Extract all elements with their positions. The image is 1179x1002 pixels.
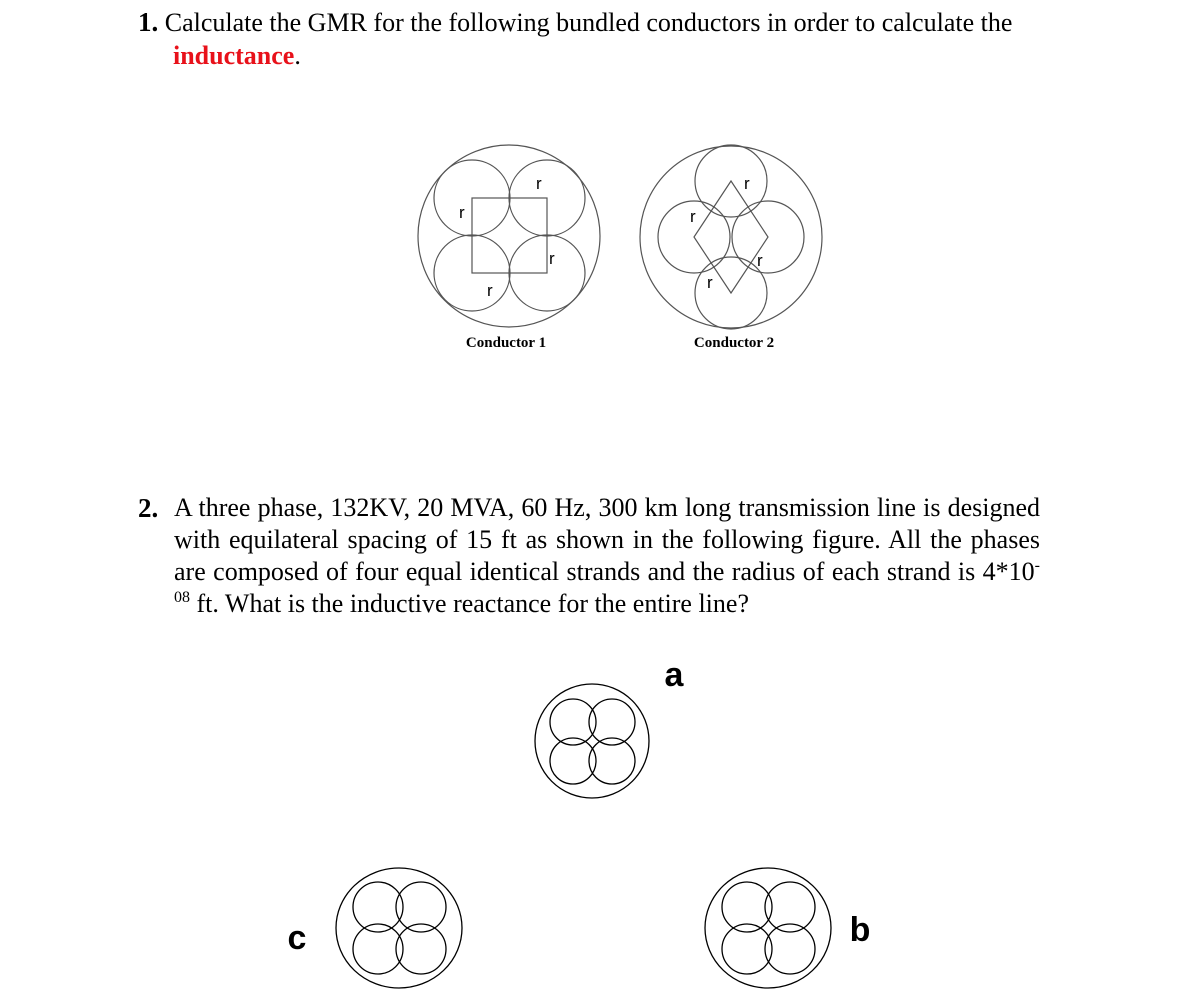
conductor-1-radius-label: r	[459, 203, 465, 222]
conductor-2-radius-label: r	[690, 207, 696, 226]
question-1-period: .	[294, 41, 301, 70]
phase-a-label: a	[664, 656, 684, 694]
conductor-2-radius-label: r	[707, 273, 713, 292]
conductor-2-outer-circle	[640, 146, 822, 328]
question-2-exponent: -08	[174, 557, 1040, 606]
question-2-text-part-2: ft. What is the inductive reactance for the entire line?	[190, 589, 749, 618]
conductor-1-radius-label: r	[487, 281, 493, 300]
conductor-2-radius-label: r	[744, 174, 750, 193]
conductor-2-radius-label: r	[757, 251, 763, 270]
conductor-1-square	[472, 198, 547, 273]
question-2-number: 2.	[138, 493, 159, 523]
question-1-text: Calculate the GMR for the following bundled conductors in order to calculate the	[164, 8, 1013, 37]
phase-c-label: c	[287, 919, 307, 957]
conductor-1-radius-label: r	[536, 174, 542, 193]
conductor-2-caption: Conductor 2	[693, 335, 775, 351]
question-2-text	[174, 492, 1040, 620]
conductor-2-diamond	[694, 181, 768, 293]
phase-c-outer-circle	[336, 868, 462, 988]
phase-b-label: b	[849, 911, 871, 949]
phase-b-outer-circle	[705, 868, 831, 988]
conductor-1-radius-label: r	[549, 249, 555, 268]
phase-a-outer-circle	[535, 684, 649, 798]
question-2-text-part-1: A three phase, 132KV, 20 MVA, 60 Hz, 300 km long transmission line is designed with equilateral spacing of 15 ft as shown in the following figure. All the phases are composed of four equal identical strands and the radius of each strand is 4*10	[174, 493, 1040, 586]
inductance-keyword: inductance	[173, 41, 295, 70]
question-1-number: 1.	[138, 7, 159, 37]
question-2	[138, 492, 1040, 620]
conductor-1-caption: Conductor 1	[465, 335, 547, 351]
